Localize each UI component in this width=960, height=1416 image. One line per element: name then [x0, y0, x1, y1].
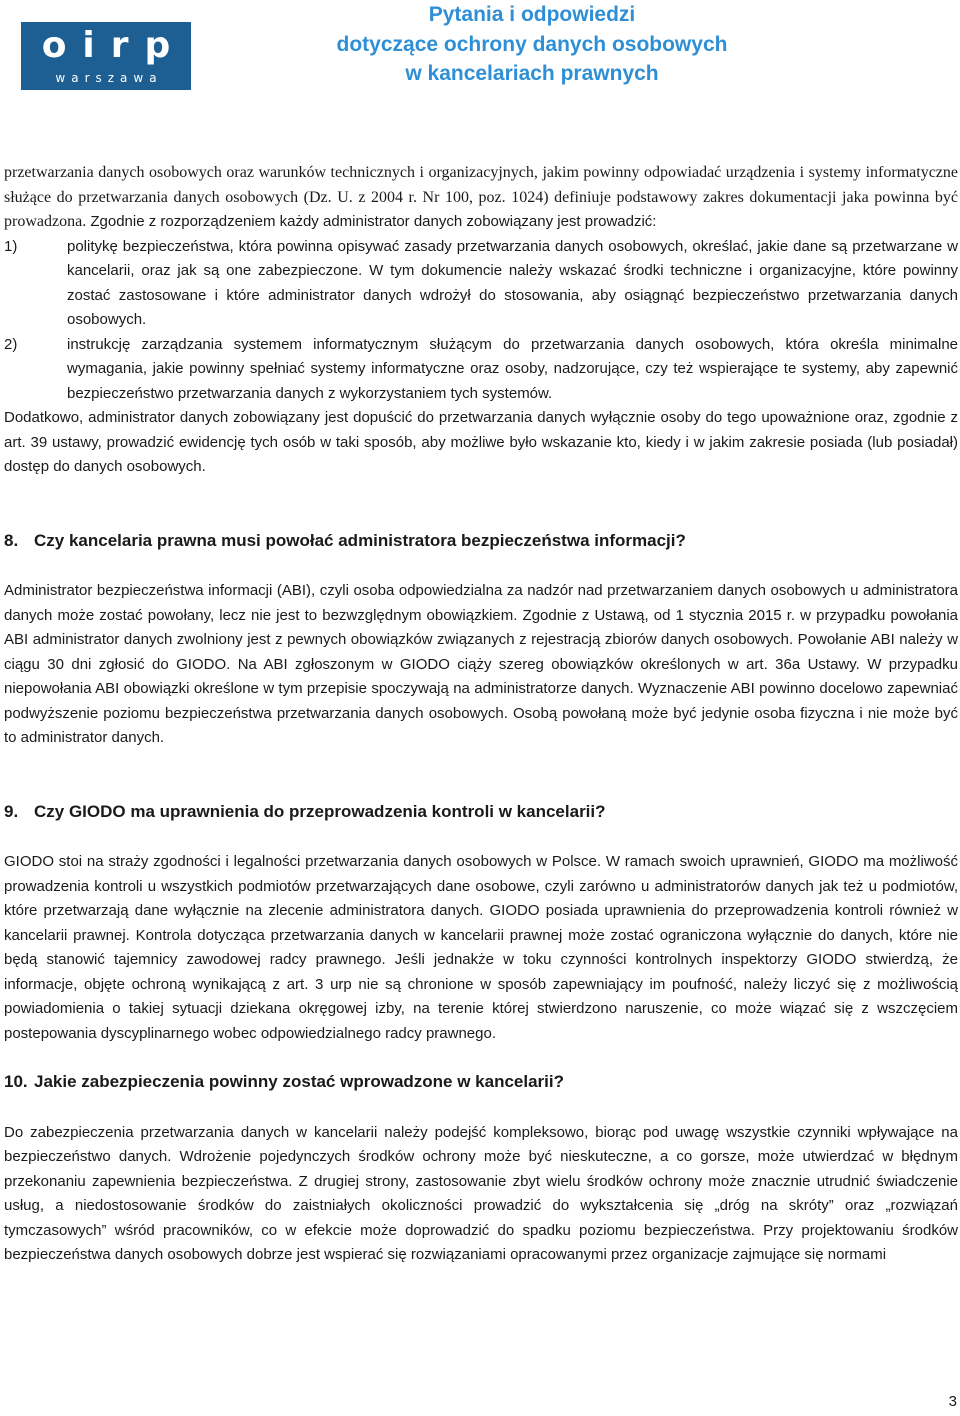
intro-serif-text: przetwarzania danych osobowych oraz warunków technicznych i organizacyjnych, jakim powinny odpowiadać urządzenia i systemy informatyczne służące do przetwarzania danych osobowych (Dz. U. z 2004 r. Nr 100, poz. 1024) definiuje podstawowy zakres dokumentacji jaka powinna być prowadzona. [4, 164, 958, 230]
list-item-number: 1) [4, 237, 18, 255]
header-title-line-2: dotyczące ochrony danych osobowych [336, 32, 728, 56]
intro-sans-text: Zgodnie z rozporządzeniem każdy administrator danych zobowiązany jest prowadzić: [86, 213, 657, 230]
question-8-title: Czy kancelaria prawna musi powołać administratora bezpieczeństwa informacji? [34, 530, 686, 550]
header-title-line-1: Pytania i odpowiedzi [428, 3, 636, 26]
list-item-text: politykę bezpieczeństwa, która powinna opisywać zasady przetwarzania danych osobowych, określać, jakie dane są przetwarzane w kancelarii, oraz jak są one zabezpieczone. W tym dokumencie należy wskazać środki techniczne i organizacyjne, które powinny zostać zastosowane i które administrator danych wdrożył do stosowania, aby osiągnąć bezpieczeństwo przetwarzania danych osobowych. [67, 237, 958, 328]
question-9-number: 9. [4, 801, 19, 821]
logo-main-text: oirp [41, 25, 187, 66]
list-item [4, 235, 958, 333]
question-9-answer: GIODO stoi na straży zgodności i legalności przetwarzania danych osobowych w Polsce. W ramach swoich uprawnień, GIODO ma możliwość prowadzenia kontroli u wszystkich podmiotów przetwarzających dane osobowe, czyli zarówno u administratorów danych jak też u podmiotów, które przetwarzają dane wyłącznie na zlecenie administratora danych. GIODO posiada uprawnienia do przeprowadzenia kontroli również w kancelarii prawnej. Kontrola dotycząca przetwarzania danych w kancelarii prawnej może zostać ograniczona wyłącznie do danych, które nie będą stanowić tajemnicy zawodowej radcy prawnego. Jeśli jednakże w toku czynności kontrolnych inspektorzy GIODO stwierdzą, że informacje, objęte ochroną wynikającą z art. 3 urp nie są chronione w sposób zapewniający im poufność, należy liczyć się z możliwością powiadomienia o takiej sytuacji dziekana okręgowej izby, na terenie której stwierdzono naruszenie, co może wiązać się z wszczęciem postepowania dyscyplinarnego wobec odpowiedzialnego radcy prawnego. [4, 853, 958, 1042]
question-9-title: Czy GIODO ma uprawnienia do przeprowadzenia kontroli w kancelarii? [34, 801, 606, 821]
question-10-number: 10. [4, 1072, 28, 1091]
oirp-logo [21, 22, 191, 90]
after-list-paragraph: Dodatkowo, administrator danych zobowiązany jest dopuścić do przetwarzania danych wyłącznie osoby do tego upoważnione oraz, zgodnie z art. 39 ustawy, prowadzić ewidencję tych osób w taki sposób, aby możliwe było wskazanie kto, kiedy i w jakim zakresie posiada (lub posiadał) dostęp do danych osobowych. [4, 409, 958, 475]
question-8-number: 8. [4, 530, 19, 550]
logo-sub-text: warszawa [55, 71, 163, 85]
documentation-list [4, 235, 958, 407]
question-8-answer: Administrator bezpieczeństwa informacji (ABI), czyli osoba odpowiedzialna za nadzór nad przetwarzaniem danych osobowych u administratora danych może zostać powołany, lecz nie jest to bezwzględnym obowiązkiem. Zgodnie z Ustawą, od 1 stycznia 2015 r. w przypadku powołania ABI administrator danych zwolniony jest z pewnych obowiązków związanych z rejestracją zbiorów danych osobowych. Powołanie ABI należy w ciągu 30 dni zgłosić do GIODO. Na ABI zgłoszonym w GIODO ciąży szereg obowiązków określonych w art. 36a Ustawy. W przypadku niepowołania ABI obowiązki określone w tym przepisie spoczywają na administratorze danych. Wyznaczenie ABI powinno docelowo zapewniać podwyższenie poziomu bezpieczeństwa przetwarzania danych osobowych. Osobą powołaną może być jedynie osoba fizyczna i nie może być to administrator danych. [4, 582, 958, 746]
page-number: 3 [948, 1393, 957, 1410]
list-item-number: 2) [4, 335, 18, 353]
document-body [4, 161, 958, 1268]
question-9-heading [4, 800, 958, 825]
header-title [272, 0, 792, 89]
question-10-answer: Do zabezpieczenia przetwarzania danych w kancelarii należy podejść kompleksowo, biorąc pod uwagę wszystkie czynniki wpływające na bezpieczeństwo danych. Wdrożenie pojedynczych środków ochrony może być nieskuteczne, a co gorsze, może utwierdzać w błędnym przekonaniu zapewnienia bezpieczeństwa. Z drugiej strony, zastosowanie zbyt wielu środków ochrony może znacznie utrudnić świadczenie usług, a niedostosowanie środków do zaistniałych okoliczności prowadzić do wykształcenia się „dróg na skróty” oraz „rozwiązań tymczasowych” wśród pracowników, co w efekcie może doprowadzić do spadku poziomu bezpieczeństwa. Przy projektowaniu środków bezpieczeństwa danych osobowych dobrze jest wspierać się rozwiązaniami opracowanymi przez organizacje zajmujące się normami [4, 1123, 958, 1263]
list-item-text: instrukcję zarządzania systemem informatycznym służącym do przetwarzania danych osobowych, która określa minimalne wymagania, jakie powinny spełniać systemy informatyczne oraz osoby, nadzorujące, czy też wspierające te systemy, aby zapewnić bezpieczeństwo przetwarzania danych z wykorzystaniem tych systemów. [67, 335, 958, 402]
list-item [4, 333, 958, 407]
header-title-line-3: w kancelariach prawnych [405, 62, 659, 85]
intro-paragraph [4, 161, 958, 235]
question-10-title: Jakie zabezpieczenia powinny zostać wprowadzone w kancelarii? [34, 1072, 564, 1091]
question-10-heading [4, 1070, 958, 1095]
question-8-heading [4, 529, 958, 554]
